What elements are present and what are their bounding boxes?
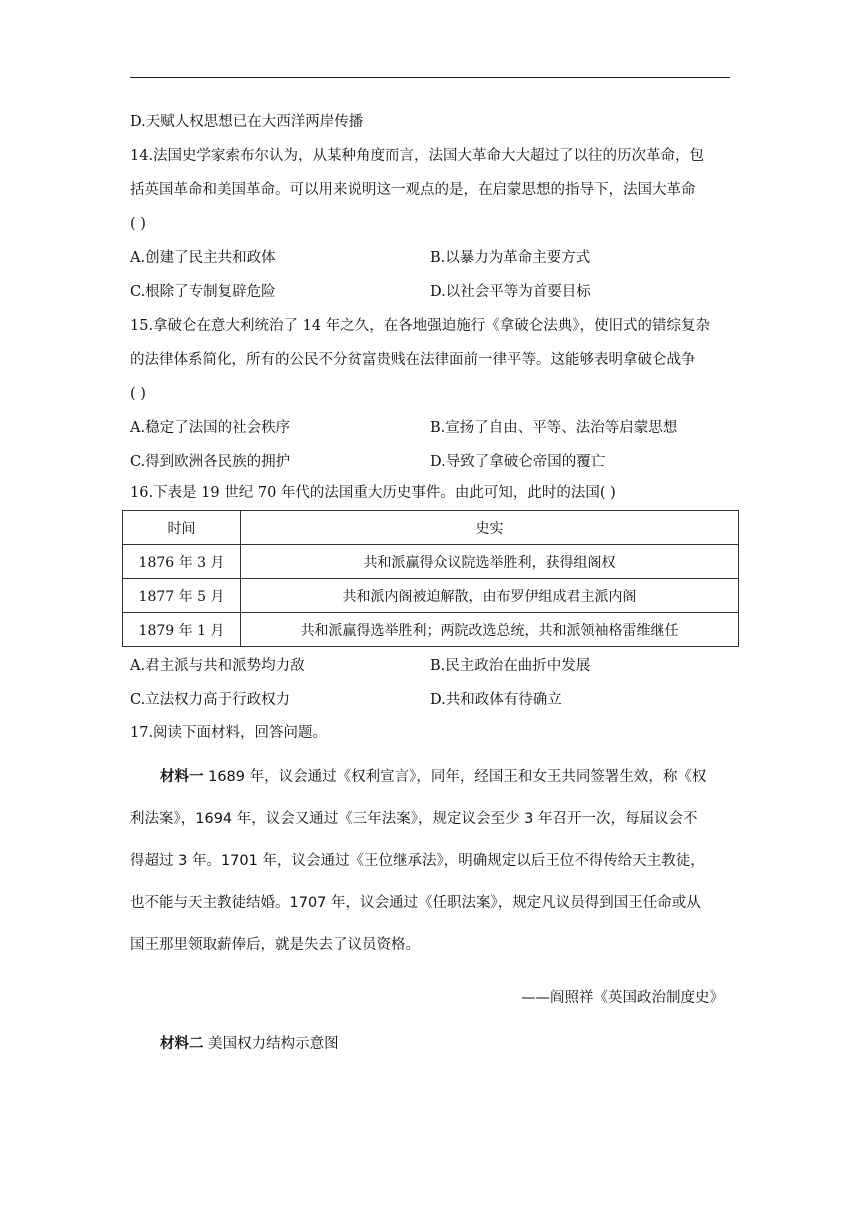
q14-option-d: D.以社会平等为首要目标: [430, 284, 591, 300]
table-cell-time: 1877 年 5 月: [123, 579, 241, 613]
q13-option-d: D.天赋人权思想已在大西洋两岸传播: [130, 114, 364, 130]
q16-option-d: D.共和政体有待确立: [430, 692, 562, 708]
q15-option-a: A.稳定了法国的社会秩序: [130, 420, 291, 436]
material1-line4: 也不能与天主教徒结婚。1707 年，议会通过《任职法案》，规定凡议员得到国王任命或从: [130, 895, 701, 911]
table-header-time: 时间: [123, 511, 241, 545]
material2-label: 材料二: [160, 1036, 204, 1052]
material1-label: 材料一: [160, 769, 204, 785]
q15-stem-line3: ( ): [130, 386, 146, 402]
material1-line5: 国王那里领取薪俸后，就是失去了议员资格。: [130, 937, 420, 953]
table-cell-fact: 共和派内阁被迫解散，由布罗伊组成君主派内阁: [241, 579, 739, 613]
material2-line: [160, 1034, 339, 1054]
q15-option-c: C.得到欧洲各民族的拥护: [130, 454, 291, 470]
material1-source: ——阎照祥《英国政治制度史》: [521, 990, 724, 1006]
material1-text: 1689 年，议会通过《权利宣言》，同年，经国王和女王共同签署生效，称《权: [203, 769, 707, 785]
q14-stem-line3: ( ): [130, 216, 146, 232]
material2-text: 美国权力结构示意图: [203, 1036, 339, 1052]
q15-stem-line1: 15.拿破仑在意大利统治了 14 年之久，在各地强迫施行《拿破仑法典》，使旧式的错综复杂: [130, 318, 710, 334]
q16-history-table: [122, 510, 739, 647]
header-rule: [130, 77, 730, 78]
q14-option-b: B.以暴力为革命主要方式: [430, 250, 591, 266]
q15-stem-line2: 的法律体系简化，所有的公民不分贫富贵贱在法律面前一律平等。这能够表明拿破仑战争: [130, 352, 696, 368]
table-row: [123, 613, 739, 647]
table-cell-time: 1876 年 3 月: [123, 545, 241, 579]
q14-stem-line2: 括英国革命和美国革命。可以用来说明这一观点的是，在启蒙思想的指导下，法国大革命: [130, 182, 696, 198]
material1-line1: [160, 767, 706, 787]
table-cell-fact: 共和派赢得选举胜利；两院改选总统，共和派领袖格雷维继任: [241, 613, 739, 647]
table-header-fact: 史实: [241, 511, 739, 545]
table-header-row: [123, 511, 739, 545]
q14-option-a: A.创建了民主共和政体: [130, 250, 276, 266]
q16-option-a: A.君主派与共和派势均力敌: [130, 658, 305, 674]
q16-option-b: B.民主政治在曲折中发展: [430, 658, 591, 674]
q16-stem: 16.下表是 19 世纪 70 年代的法国重大历史事件。由此可知，此时的法国( ): [130, 485, 616, 501]
q15-option-b: B.宣扬了自由、平等、法治等启蒙思想: [430, 420, 678, 436]
q14-stem-line1: 14.法国史学家索布尔认为，从某种角度而言，法国大革命大大超过了以往的历次革命，包: [130, 148, 705, 164]
material1-line3: 得超过 3 年。1701 年，议会通过《王位继承法》，明确规定以后王位不得传给天主教徒，: [130, 853, 705, 869]
table-cell-fact: 共和派赢得众议院选举胜利，获得组阁权: [241, 545, 739, 579]
material1-line2: 利法案》，1694 年，议会又通过《三年法案》，规定议会至少 3 年召开一次，每届议会不: [130, 811, 698, 827]
table-row: [123, 579, 739, 613]
q15-option-d: D.导致了拿破仑帝国的覆亡: [430, 454, 606, 470]
table-row: [123, 545, 739, 579]
q16-option-c: C.立法权力高于行政权力: [130, 692, 291, 708]
q14-option-c: C.根除了专制复辟危险: [130, 284, 276, 300]
table-cell-time: 1879 年 1 月: [123, 613, 241, 647]
q17-stem: 17.阅读下面材料，回答问题。: [130, 725, 328, 741]
